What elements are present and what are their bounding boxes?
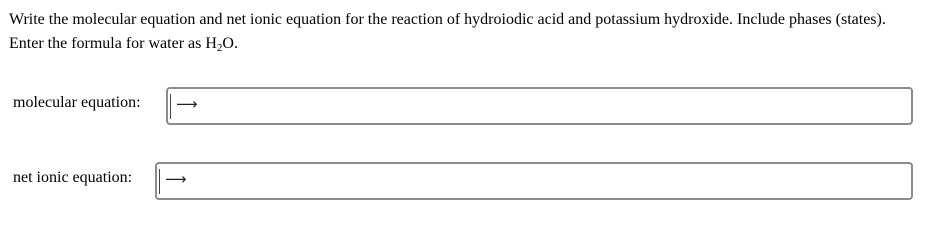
net-ionic-equation-label: net ionic equation: <box>13 169 133 186</box>
molecular-equation-row <box>13 93 141 113</box>
question-prompt <box>9 8 914 56</box>
question-text-start: Write the molecular equation and net ionic equation for the reaction of hydroiodic acid and potassium hydroxide. Include phases (states). Enter the formula for water as H <box>9 11 886 52</box>
molecular-equation-label: molecular equation: <box>13 94 141 111</box>
text-cursor <box>159 169 160 194</box>
net-ionic-equation-row <box>13 168 132 188</box>
water-subscript: 2 <box>216 42 223 54</box>
text-cursor <box>170 94 171 119</box>
reaction-arrow-icon: ⟶ <box>176 95 198 113</box>
question-text-end: O. <box>222 35 238 52</box>
reaction-arrow-icon: ⟶ <box>165 170 187 188</box>
net-ionic-equation-input[interactable] <box>155 162 913 200</box>
molecular-equation-input[interactable] <box>166 87 913 125</box>
